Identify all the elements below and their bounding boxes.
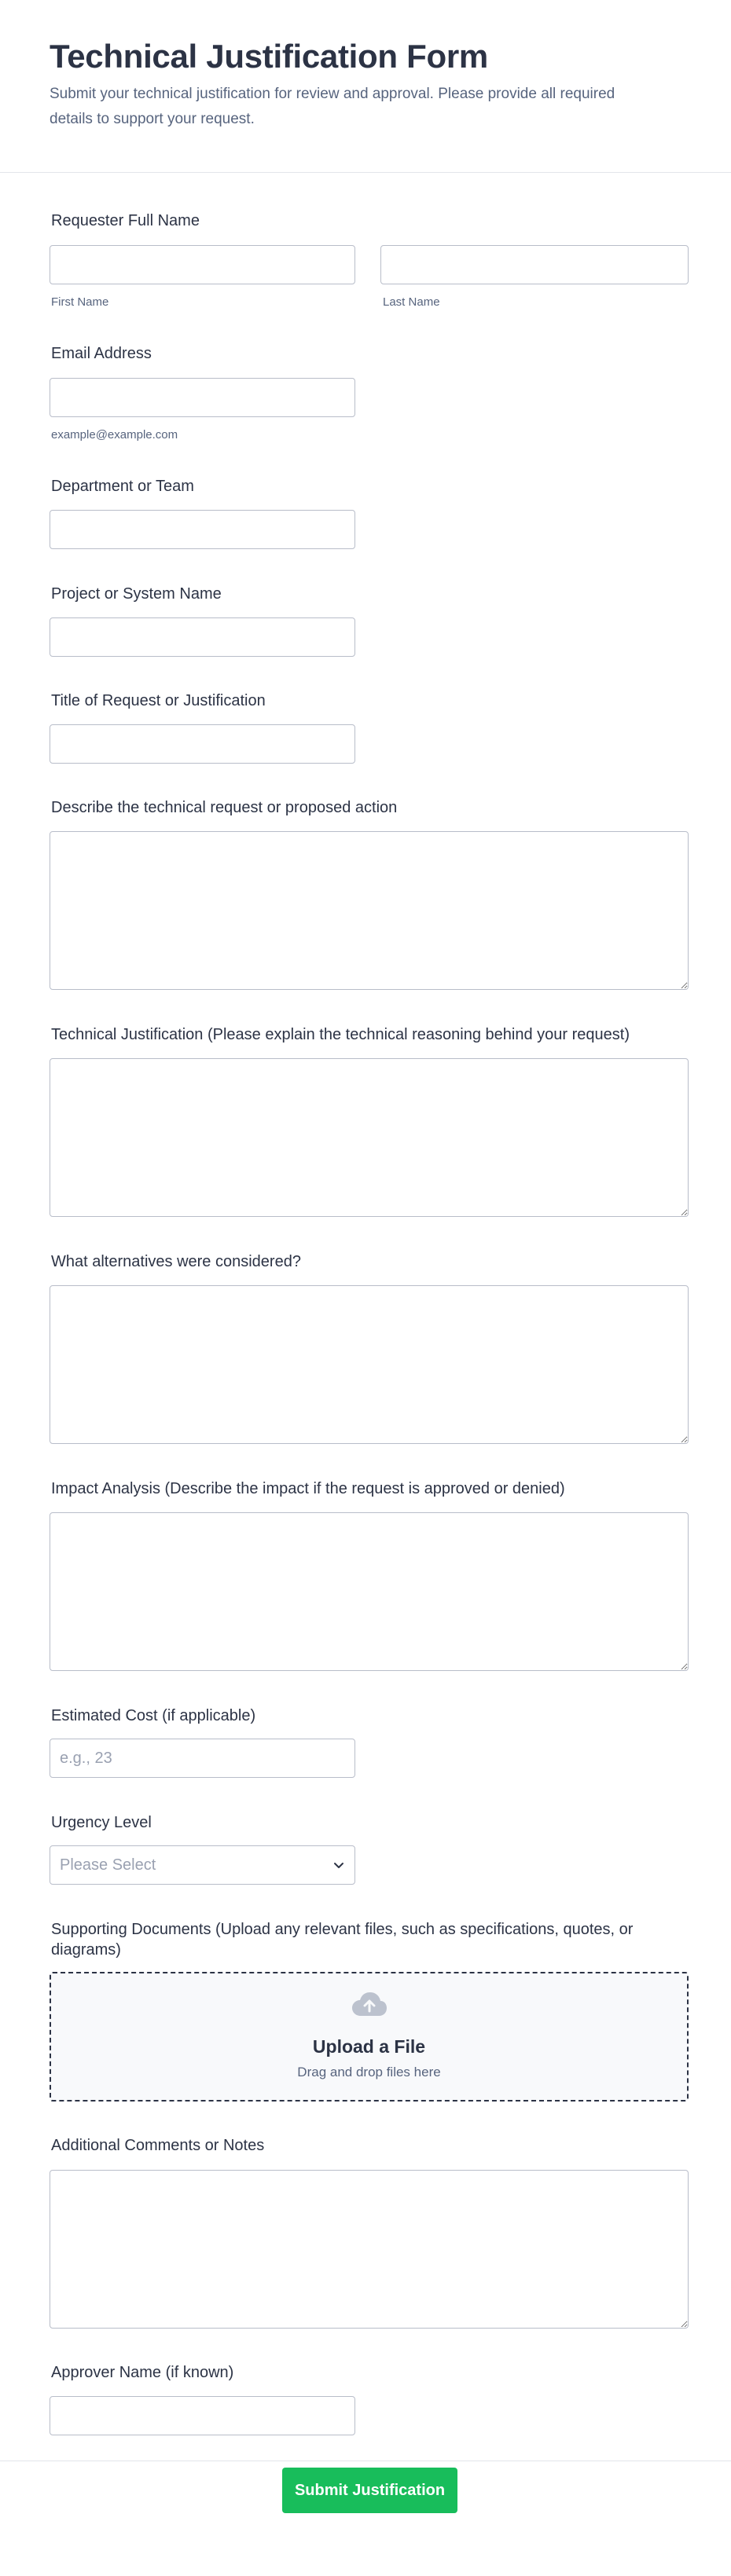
last-name-sublabel: Last Name — [383, 295, 440, 309]
impact-label: Impact Analysis (Describe the impact if the request is approved or denied) — [51, 1480, 565, 1497]
alternatives-textarea[interactable] — [50, 1285, 689, 1444]
project-label: Project or System Name — [51, 585, 222, 603]
request-title-input[interactable] — [50, 724, 355, 764]
chevron-down-icon — [332, 1859, 345, 1871]
cost-input[interactable] — [50, 1739, 355, 1778]
comments-label: Additional Comments or Notes — [51, 2137, 265, 2154]
comments-textarea[interactable] — [50, 2170, 689, 2329]
department-input[interactable] — [50, 510, 355, 549]
department-label: Department or Team — [51, 478, 194, 495]
upload-hint: Drag and drop files here — [297, 2065, 441, 2079]
justification-label: Technical Justification (Please explain the technical reasoning behind your request) — [51, 1026, 630, 1043]
cost-label: Estimated Cost (if applicable) — [51, 1707, 256, 1724]
approver-label: Approver Name (if known) — [51, 2364, 234, 2381]
project-input[interactable] — [50, 617, 355, 657]
alternatives-label: What alternatives were considered? — [51, 1253, 301, 1270]
first-name-sublabel: First Name — [51, 295, 109, 309]
email-field[interactable] — [50, 378, 355, 417]
last-name-input[interactable] — [380, 245, 689, 284]
page-title: Technical Justification Form — [50, 38, 488, 75]
page-subtitle: Submit your technical justification for review and approval. Please provide all required details to support your request. — [50, 86, 615, 127]
first-name-input[interactable] — [50, 245, 355, 284]
upload-title: Upload a File — [312, 2036, 426, 2057]
submit-button[interactable]: Submit Justification — [282, 2468, 457, 2513]
cloud-upload-icon — [351, 1991, 388, 2017]
description-label: Describe the technical request or proposed action — [51, 799, 398, 816]
urgency-label: Urgency Level — [51, 1814, 152, 1831]
request-title-label: Title of Request or Justification — [51, 692, 266, 709]
documents-label: Supporting Documents (Upload any relevant files, such as specifications, quotes, or diagrams) — [51, 1921, 634, 1959]
justification-textarea[interactable] — [50, 1058, 689, 1217]
email-sublabel: example@example.com — [51, 428, 178, 442]
form-header — [0, 0, 731, 173]
urgency-select[interactable] — [50, 1845, 355, 1885]
approver-input[interactable] — [50, 2396, 355, 2435]
file-upload-dropzone[interactable] — [50, 1972, 689, 2101]
full-name-label: Requester Full Name — [51, 212, 200, 229]
email-label: Email Address — [51, 345, 152, 362]
urgency-selected-value: Please Select — [60, 1856, 156, 1874]
description-textarea[interactable] — [50, 831, 689, 990]
impact-textarea[interactable] — [50, 1512, 689, 1671]
